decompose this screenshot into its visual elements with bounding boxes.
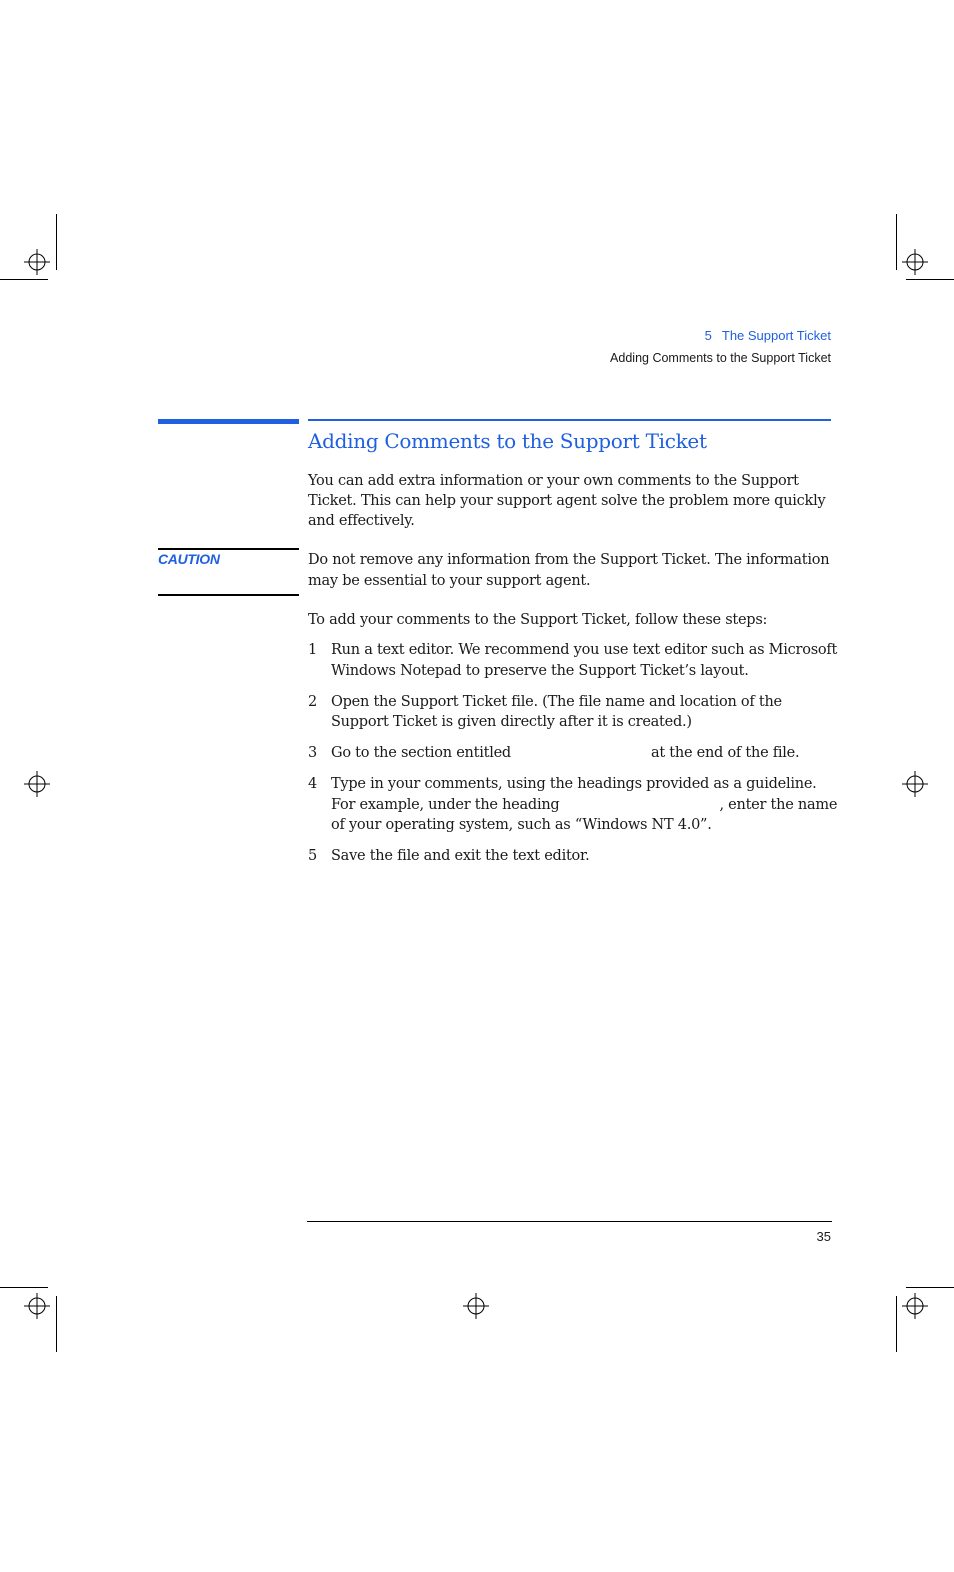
- list-item: [308, 692, 838, 733]
- steps-list: [308, 640, 838, 877]
- footer-rule: [307, 1221, 832, 1222]
- step-text-line1: Type in your comments, using the headings provided as a guideline.: [331, 776, 817, 792]
- list-item: [308, 846, 838, 867]
- crop-mark-bottom-right-horizontal: [906, 1287, 954, 1288]
- caution-rule-top: [158, 548, 299, 550]
- list-item: [308, 640, 838, 681]
- registration-mark-icon: [24, 771, 50, 797]
- step-number: 5: [308, 848, 317, 864]
- chapter-number: 5: [704, 328, 712, 343]
- step-number: 3: [308, 745, 317, 761]
- steps-intro: To add your comments to the Support Ticket, follow these steps:: [308, 612, 768, 628]
- step-text-after: at the end of the file.: [650, 745, 800, 761]
- step-text: Save the file and exit the text editor.: [331, 848, 590, 864]
- registration-mark-icon: [902, 1293, 928, 1319]
- step-number: 1: [308, 642, 317, 658]
- intro-paragraph: You can add extra information or your own comments to the Support Ticket. This can help your support agent solve the problem more quickly and effectively.: [308, 473, 826, 529]
- list-item: [308, 774, 838, 836]
- crop-mark-top-left-vertical: [56, 214, 57, 270]
- step-text-before: Go to the section entitled: [331, 745, 511, 761]
- crop-mark-top-left-horizontal: [0, 279, 48, 280]
- crop-mark-bottom-left-horizontal: [0, 1287, 48, 1288]
- chapter-title: The Support Ticket: [721, 328, 831, 343]
- running-header-chapter: [705, 328, 831, 343]
- registration-mark-icon: [902, 249, 928, 275]
- heading-rule: [308, 419, 831, 421]
- registration-mark-icon: [902, 771, 928, 797]
- heading-rule-margin: [158, 419, 299, 424]
- registration-mark-icon: [24, 249, 50, 275]
- step-text-before: For example, under the heading: [331, 796, 560, 813]
- caution-label: CAUTION: [158, 551, 220, 567]
- page-number: 35: [816, 1229, 831, 1244]
- caution-rule-bottom: [158, 594, 299, 596]
- crop-mark-top-right-horizontal: [906, 279, 954, 280]
- step-text-after: , enter the name of your operating system, such as “Windows NT 4.0”.: [331, 796, 838, 833]
- running-header-section: Adding Comments to the Support Ticket: [610, 351, 831, 365]
- step-text: Run a text editor. We recommend you use text editor such as Microsoft Windows Notepad to preserve the Support Ticket’s layout.: [331, 642, 838, 679]
- registration-mark-icon: [463, 1293, 489, 1319]
- step-number: 2: [308, 693, 317, 710]
- crop-mark-top-right-vertical: [896, 214, 897, 270]
- list-item: [308, 743, 838, 764]
- crop-mark-bottom-right-vertical: [896, 1296, 897, 1352]
- step-number: 4: [308, 776, 317, 792]
- step-text: Open the Support Ticket file. (The file name and location of the Support Ticket is given directly after it is created.): [331, 693, 782, 730]
- caution-text: Do not remove any information from the Support Ticket. The information may be essential to your support agent.: [308, 552, 830, 589]
- crop-mark-bottom-left-vertical: [56, 1296, 57, 1352]
- registration-mark-icon: [24, 1293, 50, 1319]
- page-title: Adding Comments to the Support Ticket: [308, 429, 707, 453]
